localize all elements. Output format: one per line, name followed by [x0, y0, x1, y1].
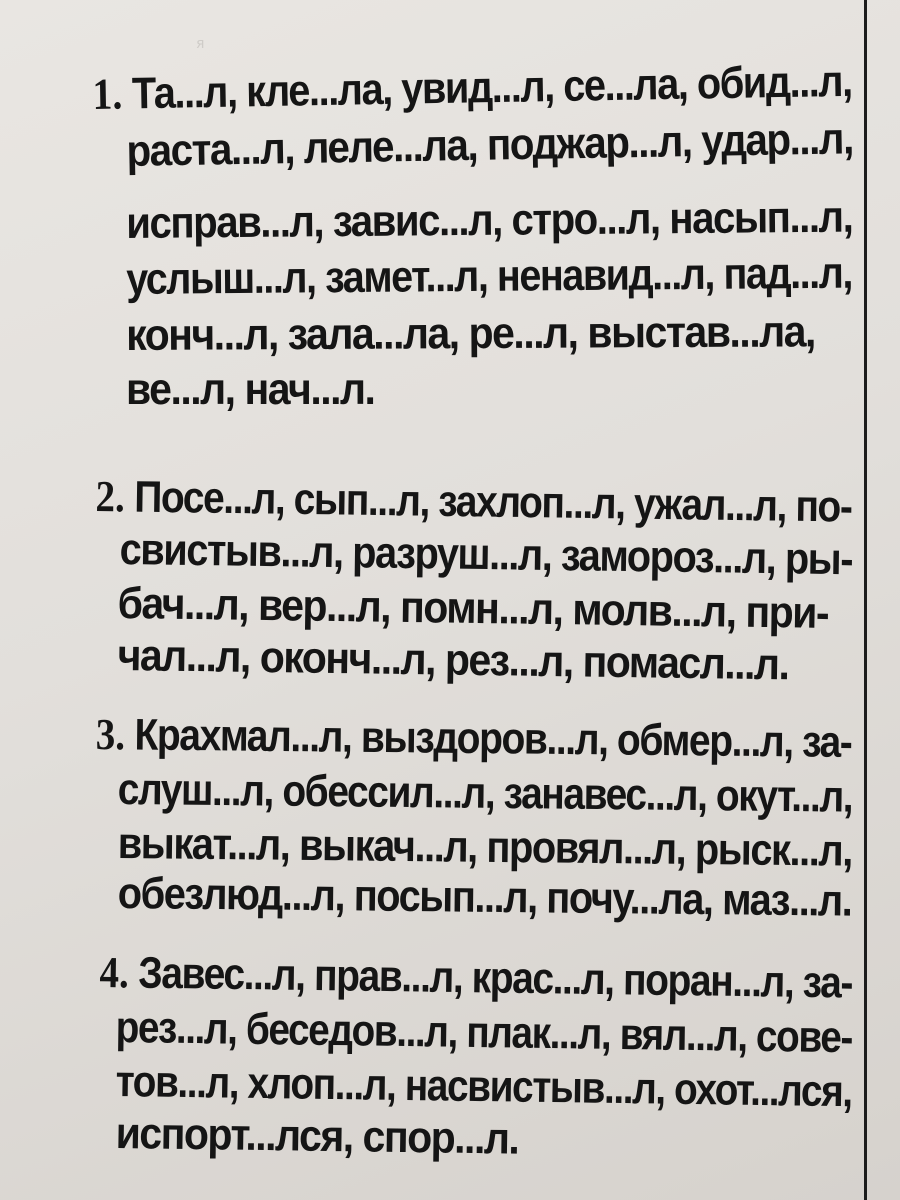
exercise-line: испорт...лся, спор...л. — [115, 1108, 519, 1164]
exercise-text: Завес...л, прав...л, крас...л, поран...л, за- — [138, 947, 853, 1008]
exercise-line: слуш...л, обессил...л, занавес...л, окут...л, — [117, 764, 853, 822]
exercise-line: исправ...л, завис...л, стро...л, насып...л, — [126, 191, 853, 248]
exercise-line: чал...л, оконч...л, рез...л, помасл...л. — [117, 630, 789, 690]
exercise-line: конч...л, зала...ла, ре...л, выстав...ла, — [126, 306, 816, 360]
exercise-text: Та...л, кле...ла, увид...л, се...ла, обид...л, — [131, 55, 853, 119]
exercise-line: выкат...л, выкач...л, провял...л, рыск...л, — [117, 818, 853, 876]
exercise-text: Крахмал...л, выздоров...л, обмер...л, за- — [134, 709, 852, 767]
page-margin-line — [864, 0, 867, 1200]
exercise-line — [95, 470, 852, 532]
exercise-line — [92, 55, 852, 120]
exercise-number: 3. — [95, 709, 126, 760]
exercise-line — [99, 946, 852, 1008]
exercise-line: ве...л, нач...л. — [126, 364, 375, 414]
exercise-line: раста...л, леле...ла, поджар...л, удар...л, — [126, 113, 854, 176]
faint-watermark-letter: я — [196, 36, 205, 52]
exercise-line: обезлюд...л, посып...л, почу...ла, маз...л. — [117, 868, 852, 926]
exercise-number: 2. — [95, 471, 126, 522]
exercise-number: 4. — [99, 947, 130, 998]
exercise-line: бач...л, вер...л, помн...л, молв...л, при- — [117, 578, 829, 638]
exercise-line: тов...л, хлоп...л, насвистыв...л, охот...лся, — [115, 1056, 853, 1116]
exercise-number: 1. — [92, 68, 123, 119]
exercise-line: услыш...л, замет...л, ненавид...л, пад...л, — [126, 247, 853, 304]
exercise-line: свистыв...л, разруш...л, замороз...л, ры- — [119, 524, 853, 584]
exercise-text: Посе...л, сып...л, захлоп...л, ужал...л, по- — [134, 471, 852, 532]
exercise-line: рез...л, беседов...л, плак...л, вял...л, сове- — [115, 1002, 853, 1062]
exercise-line — [95, 708, 851, 768]
